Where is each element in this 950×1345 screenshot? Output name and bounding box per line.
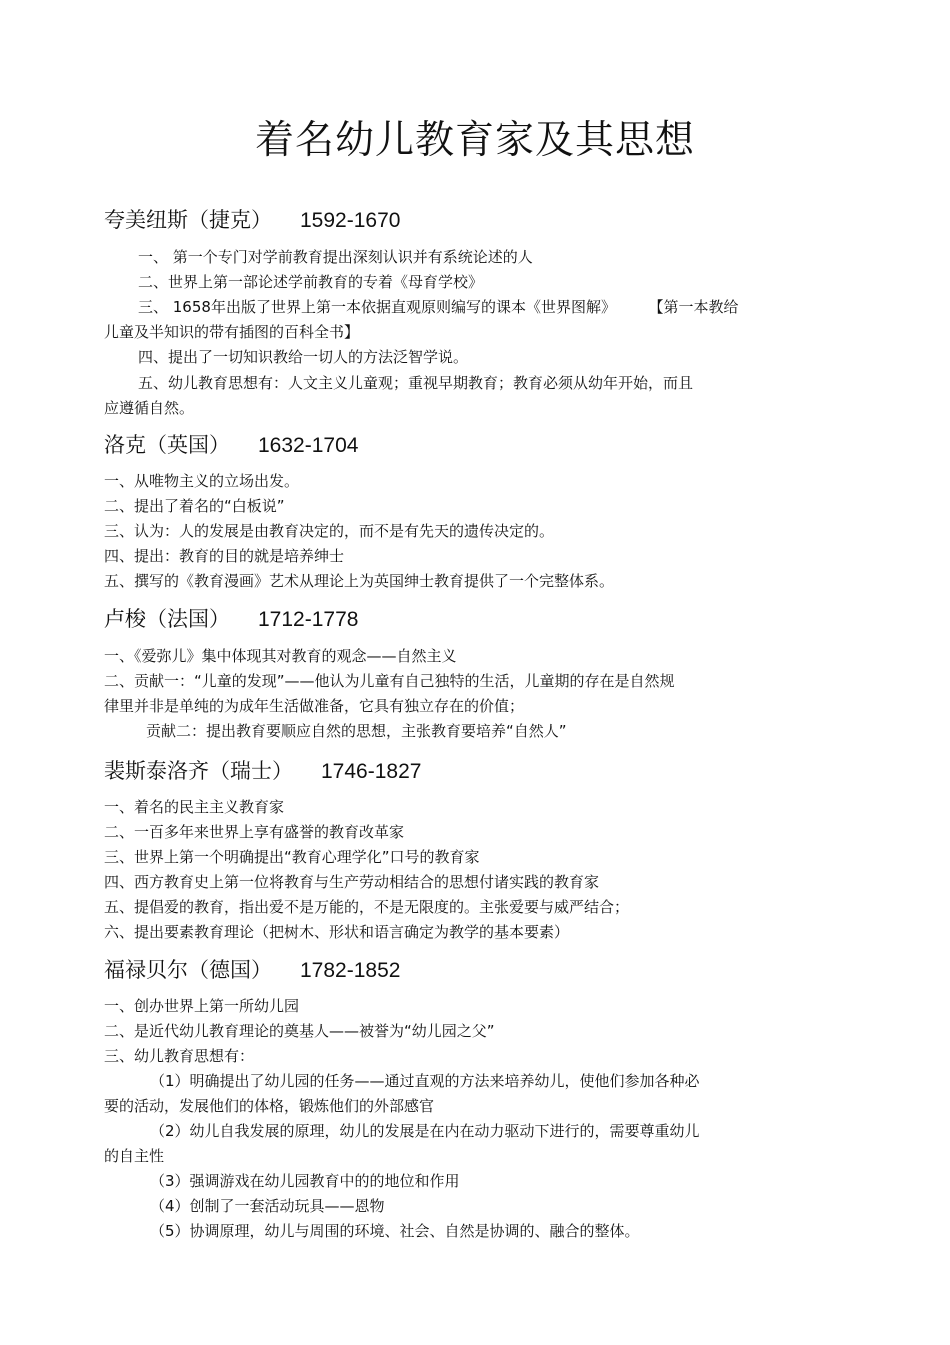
- section-heading-locke: [104, 431, 358, 460]
- paragraph-line: 二、是近代幼儿教育理论的奠基人——被誉为“幼儿园之父”: [104, 1022, 495, 1040]
- paragraph-line: （5）协调原理，幼儿与周围的环境、社会、自然是协调的、融合的整体。: [150, 1222, 640, 1240]
- paragraph-line: 六、提出要素教育理论（把树木、形状和语言确定为教学的基本要素）: [104, 923, 570, 941]
- paragraph-line: 贡献二：提出教育要顺应自然的思想，主张教育要培养“自然人”: [146, 722, 567, 740]
- paragraph-line: 一、着名的民主主义教育家: [104, 798, 285, 816]
- paragraph-line: 四、提出：教育的目的就是培养绅士: [104, 547, 345, 565]
- section-name: 夸美纽斯（捷克）: [104, 208, 272, 232]
- paragraph-line: 一、 第一个专门对学前教育提出深刻认识并有系统论述的人: [138, 248, 533, 266]
- paragraph-line: 五、幼儿教育思想有：人文主义儿童观；重视早期教育；教育必须从幼年开始，而且: [138, 374, 694, 392]
- paragraph-line: 四、西方教育史上第一位将教育与生产劳动相结合的思想付诸实践的教育家: [104, 873, 600, 891]
- section-heading-pestalozzi: [104, 757, 421, 786]
- document-title: 着名幼儿教育家及其思想: [254, 118, 695, 163]
- section-years: 1632-1704: [258, 434, 359, 457]
- paragraph-line: 二、世界上第一部论述学前教育的专着《母育学校》: [138, 273, 484, 291]
- section-heading-froebel: [104, 956, 400, 985]
- paragraph-line: （1）明确提出了幼儿园的任务——通过直观的方法来培养幼儿，使他们参加各种必: [150, 1072, 700, 1090]
- paragraph-line: 二、贡献一：“儿童的发现”——他认为儿童有自己独特的生活，儿童期的存在是自然规: [104, 672, 675, 690]
- paragraph-line: 三、幼儿教育思想有：: [104, 1047, 255, 1065]
- section-years: 1592-1670: [300, 209, 401, 232]
- paragraph-line: 一、从唯物主义的立场出发。: [104, 472, 300, 490]
- paragraph-line: 四、提出了一切知识教给一切人的方法泛智学说。: [138, 348, 469, 366]
- paragraph-line: 五、提倡爱的教育，指出爱不是万能的，不是无限度的。主张爱要与威严结合；: [104, 898, 630, 916]
- paragraph-line: 应遵循自然。: [104, 399, 195, 417]
- section-years: 1746-1827: [321, 760, 422, 783]
- paragraph-line: 二、一百多年来世界上享有盛誉的教育改革家: [104, 823, 405, 841]
- paragraph-line: 三、认为：人的发展是由教育决定的，而不是有先天的遗传决定的。: [104, 522, 555, 540]
- paragraph-line: 一、创办世界上第一所幼儿园: [104, 997, 300, 1015]
- paragraph-line: （3）强调游戏在幼儿园教育中的的地位和作用: [150, 1172, 460, 1190]
- paragraph-line: [138, 297, 738, 317]
- paragraph-line: （4）创制了一套活动玩具——恩物: [150, 1197, 385, 1215]
- bracket-note: 【第一本教给: [655, 298, 739, 316]
- paragraph-line: 律里并非是单纯的为成年生活做准备，它具有独立存在的价值；: [104, 697, 525, 715]
- section-name: 福禄贝尔（德国）: [104, 958, 272, 982]
- paragraph-line: 的自主性: [104, 1147, 165, 1165]
- section-name: 洛克（英国）: [104, 433, 230, 457]
- paragraph-line: （2）幼儿自我发展的原理，幼儿的发展是在内在动力驱动下进行的，需要尊重幼儿: [150, 1122, 700, 1140]
- paragraph-line: 五、撰写的《教育漫画》艺术从理论上为英国绅士教育提供了一个完整体系。: [104, 572, 615, 590]
- section-name: 卢梭（法国）: [104, 607, 230, 631]
- paragraph-line: 要的活动，发展他们的体格，锻炼他们的外部感官: [104, 1097, 435, 1115]
- section-years: 1712-1778: [258, 608, 359, 631]
- section-heading-comenius: [104, 206, 400, 235]
- paragraph-text: 三、 1658年出版了世界上第一本依据直观原则编写的课本《世界图解》: [138, 298, 616, 316]
- paragraph-line: 儿童及半知识的带有插图的百科全书】: [104, 323, 360, 341]
- paragraph-line: 二、提出了着名的“白板说”: [104, 497, 285, 515]
- paragraph-line: 一、《爱弥儿》集中体现其对教育的观念——自然主义: [104, 647, 457, 665]
- section-years: 1782-1852: [300, 959, 401, 982]
- paragraph-line: 三、世界上第一个明确提出“教育心理学化”口号的教育家: [104, 848, 480, 866]
- section-heading-rousseau: [104, 605, 358, 634]
- section-name: 裴斯泰洛齐（瑞士）: [104, 759, 293, 783]
